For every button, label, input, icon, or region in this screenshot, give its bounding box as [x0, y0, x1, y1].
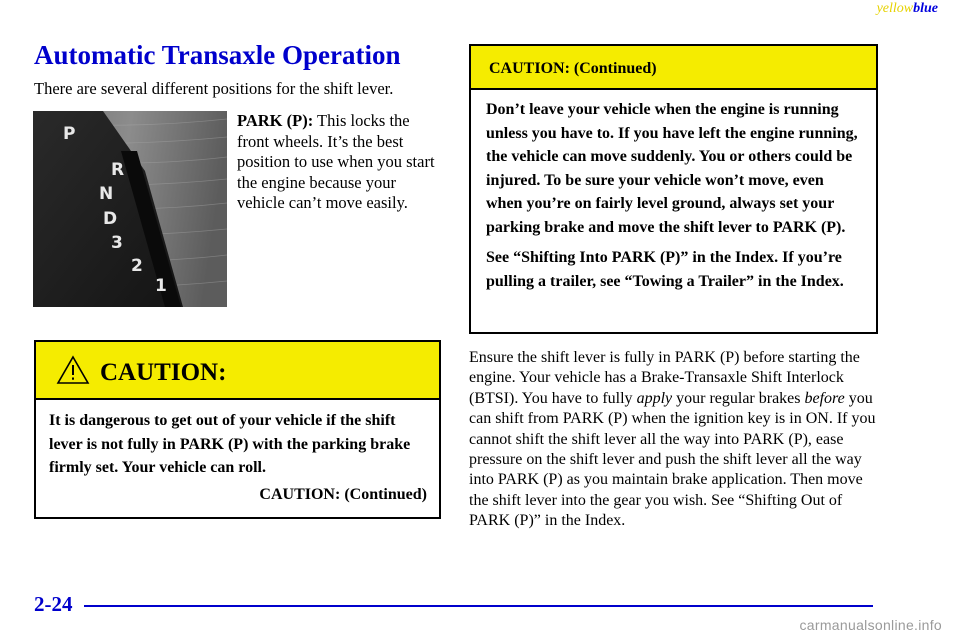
- caution-continued-heading: CAUTION: (Continued): [489, 60, 657, 77]
- park-text: This locks the front wheels. It’s the best position to use when you start the engine because your vehicle can’t move easily.: [237, 111, 435, 212]
- gear-letter-3: 3: [111, 233, 123, 253]
- gear-letter-1: 1: [155, 276, 167, 296]
- caution-continued-para-1: Don’t leave your vehicle when the engine is running unless you have to. If you have left the engine running, the vehicle can move suddenly. You or others could be injured. To be sure your vehicle won’t move, even when you’re on fairly level ground, always set your parking brake and move the shift lever to PARK (P).: [486, 101, 858, 236]
- gear-letter-d: D: [103, 209, 118, 229]
- btsi-paragraph: [469, 348, 879, 532]
- color-mark: [877, 1, 938, 17]
- gear-letter-p: P: [63, 124, 76, 144]
- park-description: [237, 111, 437, 214]
- park-label: PARK (P):: [237, 111, 314, 130]
- watermark: carmanualsonline.info: [799, 617, 942, 633]
- warning-triangle-icon: [56, 355, 90, 385]
- page-number: 2-24: [34, 592, 73, 616]
- caution-box: [34, 340, 441, 519]
- btsi-apply-emphasis: apply: [636, 389, 673, 407]
- caution-continued-para-2: See “Shifting Into PARK (P)” in the Index. If you’re pulling a trailer, see “Towing a Trailer” in the Index.: [486, 249, 844, 290]
- btsi-text-2: your regular brakes: [672, 389, 805, 407]
- caution-continued-box: [469, 44, 878, 334]
- btsi-text-1: Ensure the shift lever is fully in PARK (P) before starting the engine. Your vehicle has a Brake-Transaxle Shift Interlock (BTSI). You have to fully: [469, 349, 860, 407]
- intro-text: There are several different positions for the shift lever.: [34, 79, 394, 98]
- btsi-text-3: you can shift from PARK (P) when the ignition key is in ON. If you cannot shift the shift lever all the way into PARK (P), ease pressure on the shift lever and push the shift lever all the way into PARK (P) as you maintain brake application. Then move the shift lever into the gear you wish. See “Shifting Out of PARK (P)” in the Index.: [469, 389, 876, 530]
- page-title: Automatic Transaxle Operation: [34, 40, 401, 70]
- shift-lever-photo: [33, 111, 227, 307]
- caution-heading: CAUTION:: [100, 359, 227, 386]
- gear-letter-2: 2: [131, 256, 143, 276]
- gear-letter-r: R: [111, 160, 125, 180]
- color-mark-yellow: yellow: [876, 1, 914, 16]
- caution-body: It is dangerous to get out of your vehicle if the shift lever is not fully in PARK (P) with the parking brake firmly set. Your vehicle can roll.: [49, 412, 411, 476]
- caution-continued-note: CAUTION: (Continued): [259, 485, 427, 503]
- footer-rule: [84, 605, 873, 607]
- caution-continued-header: [471, 46, 876, 90]
- btsi-before-emphasis: before: [804, 389, 845, 407]
- caution-header: [36, 342, 439, 400]
- color-mark-blue: blue: [913, 1, 938, 16]
- gear-letter-n: N: [99, 184, 114, 204]
